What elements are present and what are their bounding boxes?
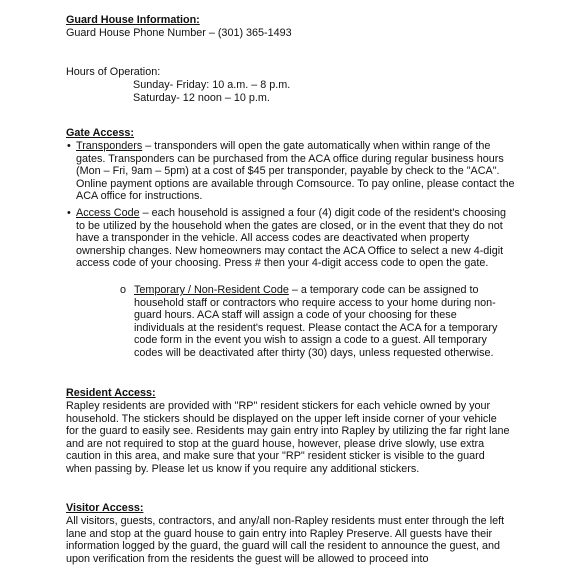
gate-access-heading: Gate Access: [66,127,135,139]
bullet-icon: • [67,207,71,219]
bullet-item-transponders [67,140,516,203]
hours-label: Hours of Operation: [66,66,161,78]
resident-access-heading: Resident Access: [66,387,156,399]
term-temporary-code: Temporary / Non-Resident Code [134,284,289,296]
guard-house-heading: Guard House Information: [66,14,200,26]
term-access-code: Access Code [76,207,140,219]
term-transponders: Transponders [76,140,143,152]
hours-saturday: Saturday- 12 noon – 10 p.m. [133,92,270,104]
hours-weekday: Sunday- Friday: 10 a.m. – 8 p.m. [133,79,291,91]
text-access-code: – each household is assigned a four (4) digit code of the resident's choosing to be utilized by the household when the gates are closed, or in the event that they do not have a transponder in the vehicle. All access codes are deactivated when property ownership changes. New homeowners may contact the ACA Office to select a new 4-digit access code of your choosing. Press # then your 4-digit access code to open the gate. [76,207,507,270]
sub-bullet-icon: o [120,284,127,296]
visitor-access-text: All visitors, guests, contractors, and any/all non-Rapley residents must enter through the left lane and stop at the guard house to gain entry into Rapley Preserve. All guests have their information logged by the guard, the guard will call the resident to announce the guest, and upon verification from the residents the guest will be allowed to proceed into [66,515,505,565]
resident-access-text: Rapley residents are provided with "RP" resident stickers for each vehicle owned by your household. The stickers should be displayed on the upper left inside corner of your vehicle for the guard to easily see. Residents may gain entry into Rapley by utilizing the far right lane and are not required to stop at the guard house, however, please drive slowly, use extra caution in this area, and make sure that your "RP" resident sticker is visible to the guard when passing by. Please let us know if you require any additional stickers. [66,400,510,475]
sub-item-temporary-code [120,284,504,360]
guard-house-phone: Guard House Phone Number – (301) 365-1493 [66,27,292,39]
text-temporary-code: – a temporary code can be assigned to household staff or contractors who require access to your home during non-guard hours. ACA staff will assign a code of your choosing for these individuals at the resident's request. Please contact the ACA for a temporary code form in the event you wish to assign a code to a guest. All temporary codes will be deactivated after thirty (30) days, unless requested otherwise. [134,284,498,359]
visitor-access-heading: Visitor Access: [66,502,144,514]
bullet-icon: • [67,140,71,152]
text-transponders: – transponders will open the gate automatically when within range of the gates. Transponders can be purchased from the ACA office during regular business hours (Mon – Fri, 9am – 5pm) at a cost of $45 per transponder, payable by check to the "ACA". Online payment options are available through Comsource. To pay online, please contact the ACA office for instructions. [76,140,515,203]
bullet-item-access-code [67,207,516,270]
